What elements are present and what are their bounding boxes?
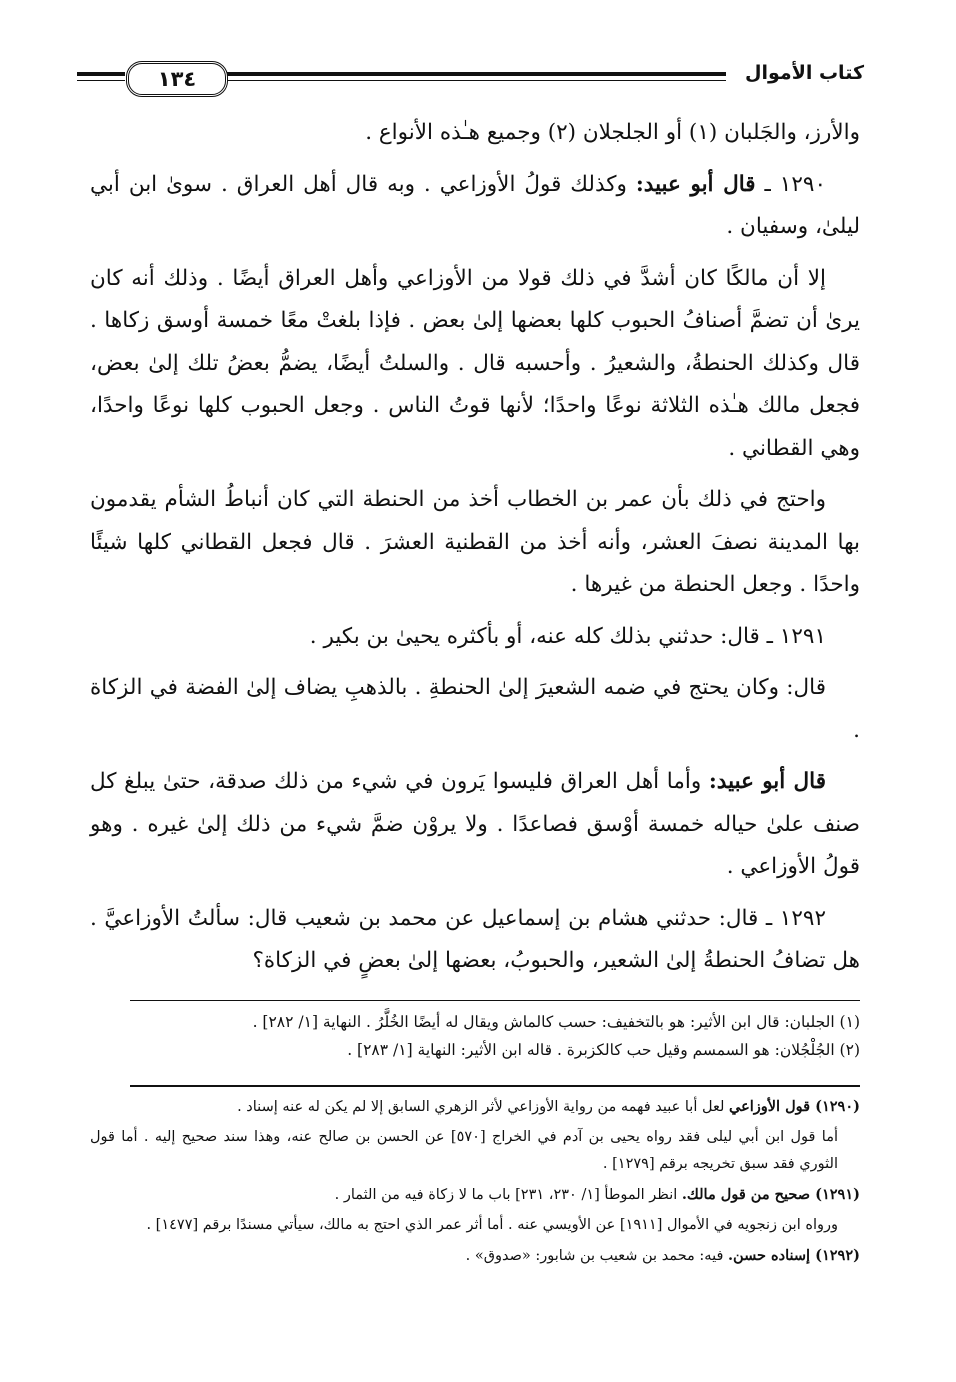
header-rule-left-thin — [77, 80, 125, 81]
commentary-1291-cont: ورواه ابن زنجويه في الأموال [١٩١١] عن الأويسي عنه . أما أثر عمر الذي احتج به مالك، سيأتي مسندًا برقم [١٤٧٧] . — [146, 1217, 838, 1233]
entry-number: ١٢٩٠ ـ — [764, 171, 826, 197]
paragraph-1: والأرز، والجَلبان (١) أو الجلجلان (٢) وجميع هـٰذه الأنواع . — [365, 120, 860, 145]
commentary-divider — [130, 1085, 860, 1087]
commentary-1291 — [90, 1181, 860, 1209]
paragraph-text: وأما أهل العراق فليسوا يَرون في شيء من ذلك صدقة، حتىٰ يبلغ كل صنف علىٰ حياله خمسة أوْسق فصاعدًا . ولا يروْن ضمَّ شيء من ذلك إلىٰ غيره . وهو قولُ الأوزاعي . — [90, 769, 860, 879]
page-number: ١٣٤ — [126, 61, 228, 97]
main-text — [90, 112, 860, 992]
entry-number: ١٢٩١ ـ — [766, 623, 826, 649]
entry-number: ١٢٩٢ ـ — [765, 905, 826, 931]
footnote-divider — [130, 1000, 860, 1001]
paragraph-text: قال: حدثني هشام بن إسماعيل عن محمد بن شعيب قال: سألتُ الأوزاعيَّ . هل تضافُ الحنطةُ إلىٰ الشعير، والحبوبُ، بعضها إلىٰ بعضٍ في الزكاة؟ — [90, 905, 860, 973]
header-rule-thin — [209, 80, 726, 81]
commentary-label: (١٢٩١) صحيح من قول مالك. — [681, 1186, 860, 1203]
commentary-text: لعل أبا عبيد فهمه من رواية الأوزاعي لأثر الزهري السابق إلا لم يكن له عنه إسناد . — [237, 1099, 725, 1115]
footnote-2: (٢) الجُلْجُلان: هو السمسم وقيل حب كالكزبرة . قاله ابن الأثير: النهاية [١/ ٢٨٣] . — [347, 1041, 860, 1059]
paragraph-1292 — [90, 898, 860, 983]
commentary-1292 — [90, 1242, 860, 1270]
paragraph-1291 — [90, 616, 860, 659]
paragraph-text: وكذلك قولُ الأوزاعي . وبه قال أهل العراق . سوىٰ ابن أبي ليلىٰ، وسفيان . — [90, 171, 860, 239]
footnote-1: (١) الجلبان: قال ابن الأثير: هو بالتخفيف: حسب كالماش ويقال له أيضًا الخُلَّرُ . النهاية [١/ ٢٨٢] . — [252, 1013, 860, 1031]
header-rule — [209, 72, 726, 76]
paragraph-text: قال: حدثني بذلك كله عنه، أو بأكثره يحيىٰ بن بكير . — [309, 623, 760, 649]
commentary-text: فيه: محمد بن شعيب بن شابور: «صدوق» . — [465, 1248, 724, 1264]
commentary-label: (١٢٩٢) إسناده حسن. — [728, 1247, 860, 1264]
editor-commentary — [90, 1093, 860, 1273]
paragraph-zakat-gold: قال: وكان يحتج في ضمه الشعيرَ إلىٰ الحنطةِ . بالذهبِ يضاف إلىٰ الفضة في الزكاة . — [90, 675, 860, 743]
header-rule-left — [77, 72, 125, 76]
running-header-title: كتاب الأموال — [745, 62, 864, 84]
footnotes — [90, 1008, 860, 1064]
speaker-label: قال أبو عبيد: — [635, 171, 756, 197]
speaker-label: قال أبو عبيد: — [708, 769, 827, 794]
commentary-1290 — [90, 1093, 860, 1121]
paragraph-umar: واحتج في ذلك بأن عمر بن الخطاب أخذ من الحنطة التي كان أنباطُ الشأم يقدمون بها المدينة نصفَ العشر، وأنه أخذ من القطنية العشرَ . قال فجعل القطاني كلها شيئًا واحدًا . وجعل الحنطة من غيرها . — [90, 487, 860, 597]
paragraph-1290 — [90, 164, 860, 249]
paragraph-malik: إلا أن مالكًا كان أشدَّ في ذلك قولا من الأوزاعي وأهل العراق أيضًا . وذلك أنه كان يرىٰ أن تضمَّ أصنافُ الحبوب كلها بعضها إلىٰ بعض . فإذا بلغتْ معًا خمسة أوسق زكاها . قال وكذلك الحنطةُ، والشعيرُ . وأحسبه قال . والسلتُ أيضًا، يضمُّ بعضُ تلك إلىٰ بعض، فجعل مالك هـٰذه الثلاثة نوعًا واحدًا؛ لأنها قوتُ الناس . وجعل الحبوب كلها نوعًا واحدًا، وهي القطاني . — [90, 265, 860, 461]
commentary-1290-cont: أما قول ابن أبي ليلى فقد رواه يحيى بن آدم في الخراج [٥٧٠] عن الحسن بن صالح عنه، وهذا سند صحيح إليه . أما قول الثوري فقد سبق تخريجه برقم [١٢٧٩] . — [90, 1129, 838, 1172]
commentary-label: (١٢٩٠) قول الأوزاعي — [728, 1098, 860, 1115]
paragraph-iraq — [90, 761, 860, 889]
commentary-text: انظر الموطأ [١/ ٢٣٠، ٢٣١] باب ما لا زكاة فيه من الثمار . — [334, 1187, 678, 1203]
